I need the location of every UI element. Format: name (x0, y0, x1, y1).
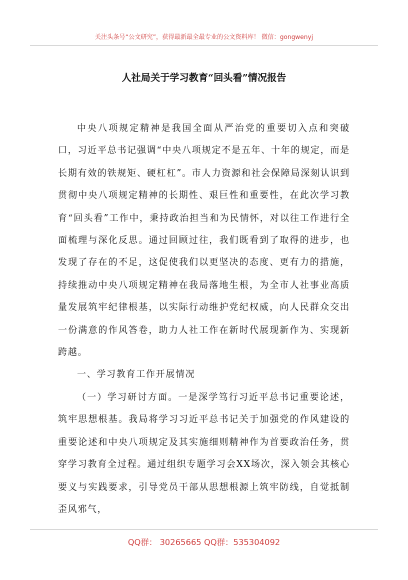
document-body (58, 118, 350, 521)
document-title: 人社局关于学习教育“回头看”情况报告 (121, 73, 287, 84)
intro-paragraph: 中央八项规定精神是我国全面从严治党的重要切入点和突破口，习近平总书记强调“中央八项规定不是五年、十年的规定，而是长期有效的铁规矩、硬杠杠”。市人力资源和社会保障局深刻认识到贯彻中央八项规定精神的长期性、艰巨性和重要性，在此次学习教育“回头看”工作中，秉持政治担当和为民情怀，对以往工作进行全面梳理与深化反思。通过回顾过往，我们既看到了取得的进步，也发现了存在的不足，这促使我们以更坚决的态度、更有力的措施，持续推动中央八项规定精神在我局落地生根，为全市人社事业高质量发展筑牢纪律根基，以实际行动维护党纪权威，向人民群众交出一份满意的作风答卷，助力人社工作在新时代展现新作为、实现新跨越。 (58, 124, 350, 359)
section-heading: 一、学习教育工作开展情况 (77, 370, 196, 381)
subsection-paragraph: （一）学习研讨方面。一是深学笃行习近平总书记重要论述，筑牢思想根基。我局将学习习近平总书记关于加强党的作风建设的重要论述和中央八项规定及其实施细则精神作为首要政治任务，贯穿学习教育全过程。通过组织专题学习会XX场次，深入领会其核心要义与实践要求，引导党员干部从思想根源上筑牢防线，自觉抵制歪风邪气， (58, 392, 350, 515)
footer-qq-groups: QQ群： 30265665 QQ群：535304092 (127, 537, 281, 547)
header-promo-text: 关注头条号“公文研究”，获得最新最全最专业的公文资料库！ 微信：gongwenyj (94, 34, 314, 41)
page-footer (30, 529, 378, 547)
page-header (30, 24, 378, 46)
